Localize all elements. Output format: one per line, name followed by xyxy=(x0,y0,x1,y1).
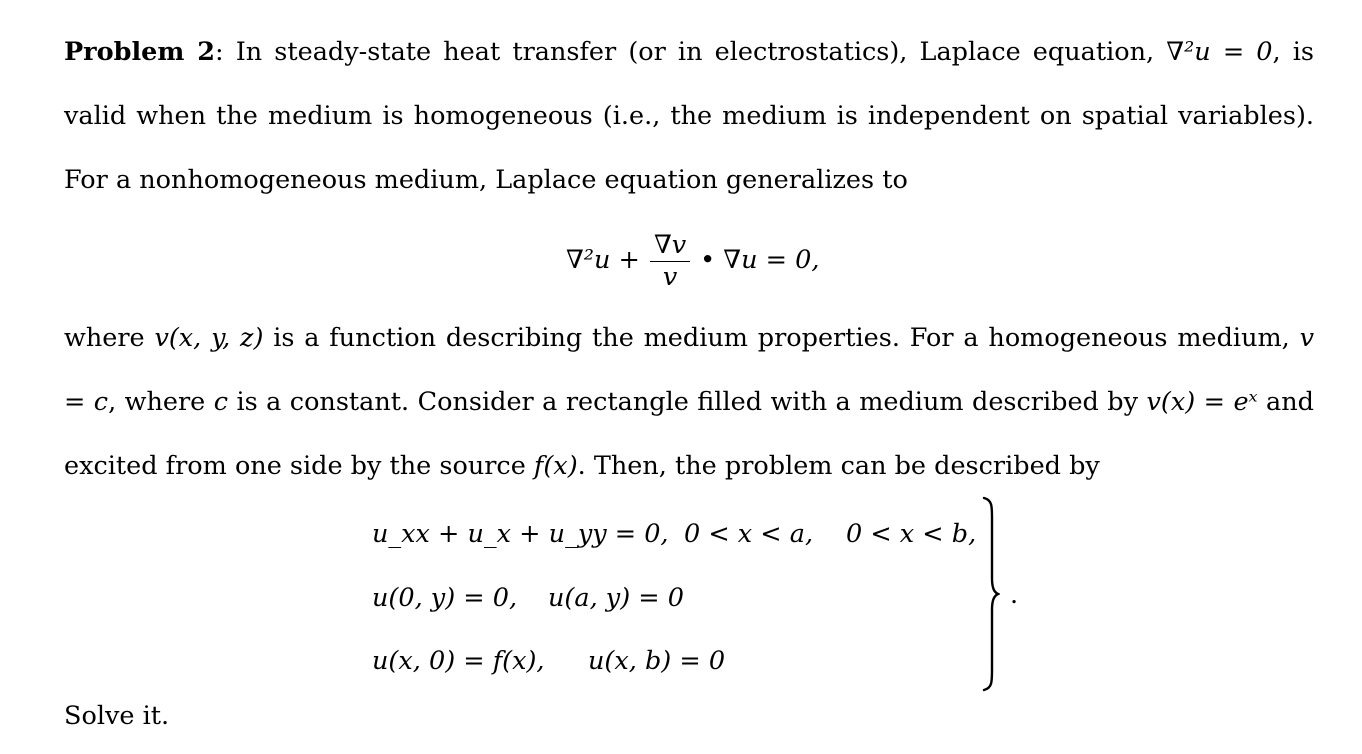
para2-text-e: and excited from one side by the source xyxy=(64,387,1314,481)
domain-condition-b xyxy=(846,518,976,550)
domain-x-text: 0 < x < a, xyxy=(684,519,814,549)
exponential-medium: v(x) = eˣ xyxy=(1146,387,1258,417)
bc-left-text: u(0, y) = 0, xyxy=(372,583,518,613)
boundary-condition-left xyxy=(372,582,517,614)
laplace-equation: ∇²u = 0 xyxy=(1166,37,1273,67)
fraction-numerator: ∇v xyxy=(650,231,690,262)
closing-text: Solve it. xyxy=(64,701,170,731)
constant-c: c xyxy=(213,387,229,417)
para2-text-d: is a constant. Consider a rectangle filled with a medium described by xyxy=(228,387,1147,417)
para2-text-c: , where xyxy=(108,387,214,417)
boundary-condition-bottom xyxy=(372,645,545,677)
bc-top-text: u(x, b) = 0 xyxy=(588,646,726,676)
problem-intro-paragraph xyxy=(64,20,1314,212)
right-brace-icon xyxy=(970,496,1000,692)
bc-right-text: u(a, y) = 0 xyxy=(548,583,684,613)
source-function: f(x) xyxy=(533,451,578,481)
medium-function: v(x, y, z) xyxy=(154,323,264,353)
gen-eq-rhs: • ∇u = 0, xyxy=(700,245,820,275)
boundary-condition-top xyxy=(588,645,725,677)
domain-condition-x xyxy=(684,518,813,550)
gen-eq-lhs: ∇²u + xyxy=(566,245,640,275)
pde-text: u_xx + u_x + u_yy = 0, xyxy=(372,519,669,549)
intro-rest-text: , is valid when the medium is homogeneous (i.e., the medium is independent on spatial variables). For a nonhomogeneous medium, Laplace equation generalizes to xyxy=(64,37,1315,195)
boundary-condition-right xyxy=(548,582,684,614)
intro-text: : In steady-state heat transfer (or in electrostatics), Laplace equation, xyxy=(214,37,1167,67)
bc-bottom-text: u(x, 0) = f(x), xyxy=(372,646,545,676)
pde-equation xyxy=(372,518,669,550)
system-trailing-period: . xyxy=(1010,580,1019,610)
gradient-fraction xyxy=(650,231,690,290)
homogeneous-condition: v = c xyxy=(64,323,1314,417)
para2-text-f: . Then, the problem can be described by xyxy=(577,451,1100,481)
problem-label: Problem 2 xyxy=(64,37,215,67)
medium-description-paragraph xyxy=(64,306,1314,498)
domain-b-text: 0 < x < b, xyxy=(846,519,977,549)
para2-text-a: where xyxy=(64,323,155,353)
para2-text-b: is a function describing the medium properties. For a homogeneous medium, xyxy=(263,323,1300,353)
closing-instruction xyxy=(64,684,1314,748)
generalized-laplace-equation xyxy=(566,228,819,292)
fraction-denominator: v xyxy=(662,261,678,292)
